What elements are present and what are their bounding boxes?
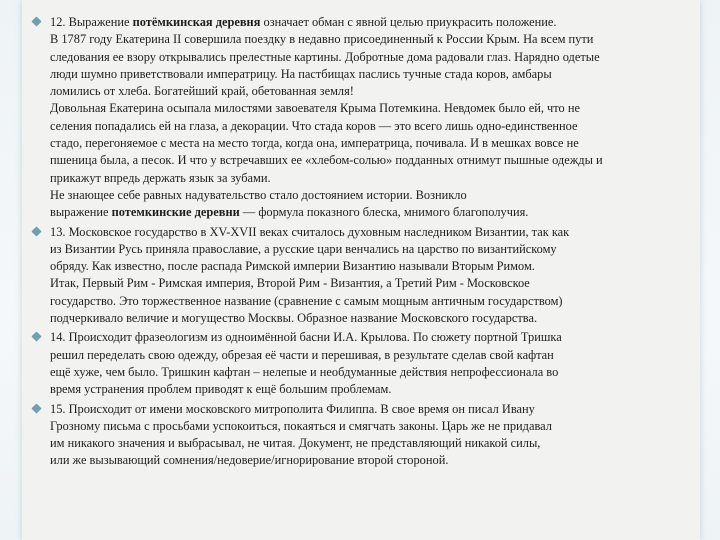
text-line: [50, 187, 690, 204]
text-line: [50, 66, 690, 83]
bullet-list: [22, 14, 700, 472]
text-run: Грозному письма с просьбами успокоиться, покаяться и смягчать законы. Царь же не придавал: [50, 418, 552, 433]
text-line: [50, 241, 690, 258]
text-run: селения попадались ей на глаза, а декорации. Что стада коров — это всего лишь одно-единственное: [50, 118, 578, 133]
text-run: люди шумно приветствовали императрицу. На пастбищах паслись тучные стада коров, амбары: [50, 66, 552, 81]
text-run: стадо, перегоняемое с места на место тогда, когда она, императрица, почивала. И в мешках вовсе не: [50, 136, 579, 151]
text-line: [50, 118, 690, 135]
text-line: [50, 275, 690, 292]
text-run: им никакого значения и выбрасывал, не читая. Документ, не представляющий никакой силы,: [50, 436, 541, 451]
emphasized-phrase: потемкинские деревни: [111, 205, 240, 220]
text-run: Итак, Первый Рим - Римская империя, Второй Рим - Византия, а Третий Рим - Московское: [50, 276, 530, 291]
text-run: подчеркивало величие и могущество Москвы. Образное название Московского государства.: [50, 311, 538, 326]
content-panel: [22, 0, 700, 540]
text-line: [50, 293, 690, 310]
text-run: Не знающее себе равных надувательство стало достоянием истории. Возникло: [50, 187, 467, 202]
text-line: [50, 329, 690, 346]
text-run: — формула показного блеска, мнимого благополучия.: [239, 205, 529, 220]
list-item: [22, 401, 700, 470]
text-line: [50, 364, 690, 381]
text-line: [50, 152, 690, 169]
text-line: [50, 418, 690, 435]
bullet-diamond-icon: [31, 332, 41, 342]
text-run: 14. Происходит фразеологизм из одноимённой басни И.А. Крылова. По сюжету портной Тришка: [50, 330, 562, 345]
text-run: пшеница была, а песок. И что у встречавших ее «хлебом-солью» подданных отнимут пышные одежды и: [50, 153, 603, 168]
text-line: [50, 135, 690, 152]
text-run: означает обман с явной целью приукрасить положение.: [260, 15, 557, 29]
text-run: следования ее взору открывались прелестные картины. Добротные дома радовали глаз. Нарядно одетые: [50, 49, 600, 64]
text-line: [50, 83, 690, 100]
text-run: время устранения проблем приводят к ещё большим проблемам.: [50, 382, 392, 397]
text-run: выражение: [50, 205, 112, 220]
text-line: [50, 401, 690, 418]
text-run: 15. Происходит от имени московского митрополита Филиппа. В свое время он писал Ивану: [50, 401, 535, 416]
text-run: ещё хуже, чем было. Тришкин кафтан – нелепые и необдуманные действия непрофессионала во: [50, 364, 559, 379]
list-item: [22, 224, 700, 328]
text-run: из Византии Русь приняла православие, а русские цари венчались на царство по византийскому: [50, 241, 557, 256]
text-line: [50, 170, 690, 187]
text-line: [50, 347, 690, 364]
bullet-diamond-icon: [31, 226, 41, 236]
text-run: Довольная Екатерина осыпала милостями завоевателя Крыма Потемкина. Невдомек было ей, что не: [50, 101, 580, 116]
text-line: [50, 258, 690, 275]
text-line: [50, 381, 690, 398]
text-run: В 1787 году Екатерина II совершила поездку в недавно присоединенный к России Крым. На всем пути: [50, 32, 594, 47]
text-run: ломились от хлеба. Богатейший край, обетованная земля!: [50, 84, 354, 99]
list-item: [22, 329, 700, 398]
text-line: [50, 31, 690, 48]
text-line: [50, 310, 690, 327]
text-line: [50, 204, 690, 221]
text-run: решил переделать свою одежду, обрезая её части и перешивая, в результате сделав свой кафтан: [50, 347, 554, 362]
text-line: [50, 14, 690, 31]
text-line: [50, 452, 690, 469]
text-run: 13. Московское государство в XV-XVII веках считалось духовным наследником Византии, так как: [50, 224, 570, 239]
text-line: [50, 435, 690, 452]
bullet-diamond-icon: [31, 403, 41, 413]
text-line: [50, 49, 690, 66]
text-run: обряду. Как известно, после распада Римской империи Византию называли Вторым Римом.: [50, 259, 535, 274]
text-line: [50, 100, 690, 117]
text-run: прикажут впредь держать язык за зубами.: [50, 170, 271, 185]
list-item: [22, 14, 700, 222]
bullet-diamond-icon: [31, 16, 41, 26]
text-line: [50, 224, 690, 241]
emphasized-phrase: потёмкинская деревня: [132, 15, 261, 29]
text-run: 12. Выражение: [50, 15, 133, 29]
text-run: государство. Это торжественное название (сравнение с самым мощным античным государством): [50, 293, 563, 308]
text-run: или же вызывающий сомнения/недоверие/игнорирование второй стороной.: [50, 453, 449, 468]
